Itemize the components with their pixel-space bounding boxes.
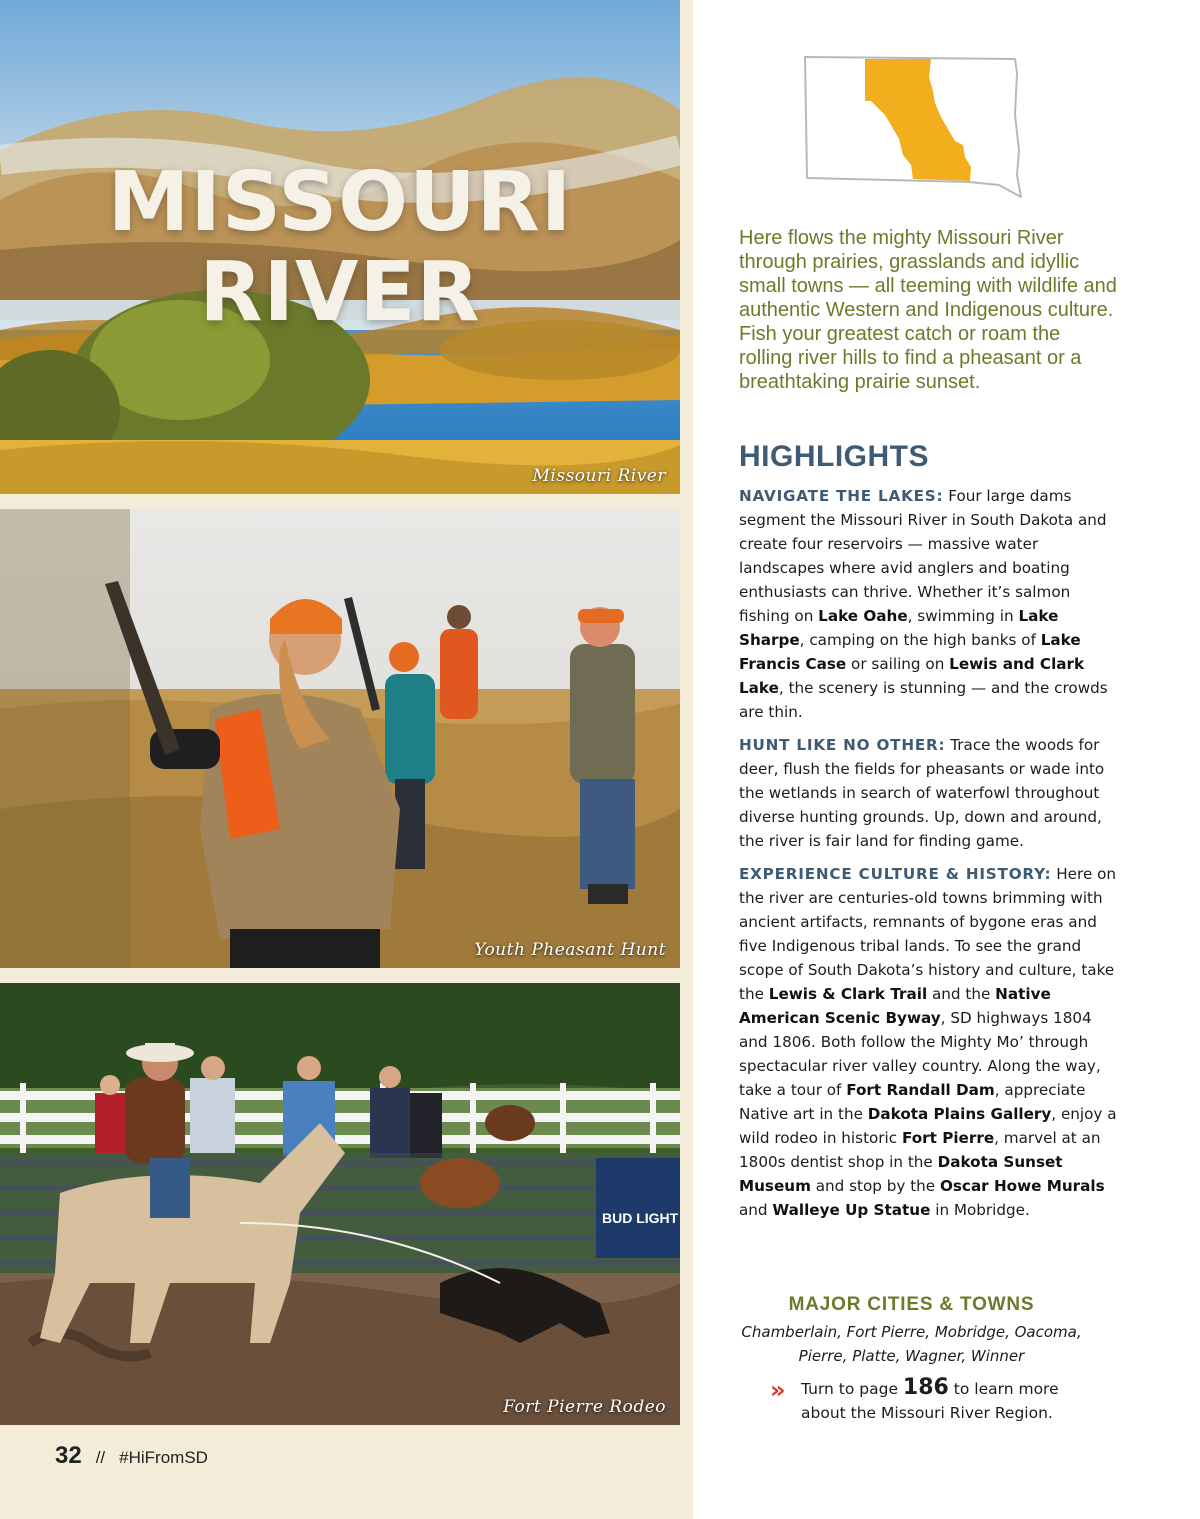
major-cities-section: [739, 1294, 1084, 1368]
highlight-text: or sailing on: [846, 655, 950, 673]
footer-separator: //: [95, 1448, 106, 1467]
highlight-text: in Mobridge.: [930, 1201, 1030, 1219]
highlight-text: , swimming in: [907, 607, 1019, 625]
photo-caption: Youth Pheasant Hunt: [474, 940, 666, 960]
highlight-text: and stop by the: [810, 1177, 940, 1195]
highlight-text: , SD highways 1804 and 1806. Both follow the Mighty Mo’ through spectacular river valley country. Along the way, take a tour of: [739, 1009, 1101, 1099]
double-chevron-right-icon: »: [770, 1376, 786, 1404]
page-footer: [55, 1442, 208, 1470]
cities-list: Chamberlain, Fort Pierre, Mobridge, Oacoma, Pierre, Platte, Wagner, Winner: [741, 1323, 1082, 1365]
place-name: Lewis & Clark Trail: [768, 985, 928, 1003]
rodeo-banner-text: BUD LIGHT: [602, 1210, 679, 1226]
page-title: [0, 155, 680, 340]
place-name: Lewis and Clark Lake: [739, 655, 1085, 697]
highlight-culture-history: [739, 862, 1124, 1222]
place-name: Oscar Howe Murals: [939, 1177, 1105, 1195]
highlight-text: , camping on the high banks of: [799, 631, 1041, 649]
highlight-text: , enjoy a wild rodeo in historic: [739, 1105, 1117, 1147]
highlight-text: Here on the river are centuries-old towns brimming with ancient artifacts, remnants of bygone eras and five Indigenous tribal lands. To see the grand scope of South Dakota’s history and culture, take the: [739, 865, 1117, 1003]
referenced-page-number: 186: [902, 1375, 949, 1400]
place-name: Native American Scenic Byway: [739, 985, 1051, 1027]
highlight-text: , appreciate Native art in the: [739, 1081, 1086, 1123]
highlights-section: [739, 484, 1124, 1231]
place-name: Fort Randall Dam: [846, 1081, 995, 1099]
highlight-text: and the: [927, 985, 996, 1003]
highlight-label: NAVIGATE THE LAKES:: [739, 487, 944, 505]
photo-caption: Missouri River: [532, 466, 666, 486]
intro-paragraph: Here flows the mighty Missouri River through prairies, grasslands and idyllic small towns — all teeming with wildlife and authentic Western and Indigenous culture. Fish your greatest catch or roam the rolling river hills to find a pheasant or a breathtaking prairie sunset.: [739, 227, 1117, 393]
highlight-navigate-lakes: [739, 484, 1124, 724]
highlight-text: , the scenery is stunning — and the crowds are thin.: [739, 679, 1108, 721]
highlight-text: Four large dams segment the Missouri River in South Dakota and create four reservoirs — massive water landscapes where avid anglers and boating enthusiasts can thrive. Whether it’s salmon fishing on: [739, 487, 1107, 625]
highlight-label: HUNT LIKE NO OTHER:: [739, 736, 946, 754]
highlight-text: Trace the woods for deer, flush the fields for pheasants or wade into the wetlands in search of waterfowl throughout diverse hunting grounds. Up, down and around, the river is fair land for finding game.: [739, 736, 1105, 850]
turn-text-before: Turn to page: [801, 1380, 903, 1398]
highlight-text: and: [739, 1201, 773, 1219]
south-dakota-map-icon: [803, 55, 1023, 200]
title-line-1: MISSOURI: [107, 155, 573, 250]
highlight-hunt: [739, 733, 1124, 853]
place-name: Fort Pierre: [901, 1129, 995, 1147]
place-name: Lake Sharpe: [739, 607, 1059, 649]
pheasant-hunt-photo: [0, 509, 680, 968]
title-line-2: RIVER: [199, 245, 481, 340]
region-map: [803, 55, 1023, 200]
place-name: Lake Francis Case: [739, 631, 1081, 673]
place-name: Walleye Up Statue: [772, 1201, 931, 1219]
place-name: Dakota Plains Gallery: [867, 1105, 1052, 1123]
highlight-label: EXPERIENCE CULTURE & HISTORY:: [739, 865, 1052, 883]
place-name: Dakota Sunset Museum: [739, 1153, 1063, 1195]
turn-to-page-text: [801, 1376, 1070, 1425]
turn-to-page-note: [770, 1376, 1070, 1425]
pheasant-hunt-image: [0, 509, 680, 968]
highlight-text: , marvel at an 1800s dentist shop in the: [739, 1129, 1101, 1171]
place-name: Lake Oahe: [818, 607, 908, 625]
cities-heading: MAJOR CITIES & TOWNS: [788, 1294, 1035, 1315]
rodeo-image: [0, 983, 680, 1425]
turn-text-after: to learn more about the Missouri River Region.: [801, 1380, 1059, 1422]
hashtag: #HiFromSD: [119, 1448, 208, 1467]
highlights-heading: HIGHLIGHTS: [739, 440, 929, 473]
page-number: 32: [55, 1442, 82, 1469]
photo-caption: Fort Pierre Rodeo: [503, 1397, 666, 1417]
rodeo-photo: [0, 983, 680, 1425]
